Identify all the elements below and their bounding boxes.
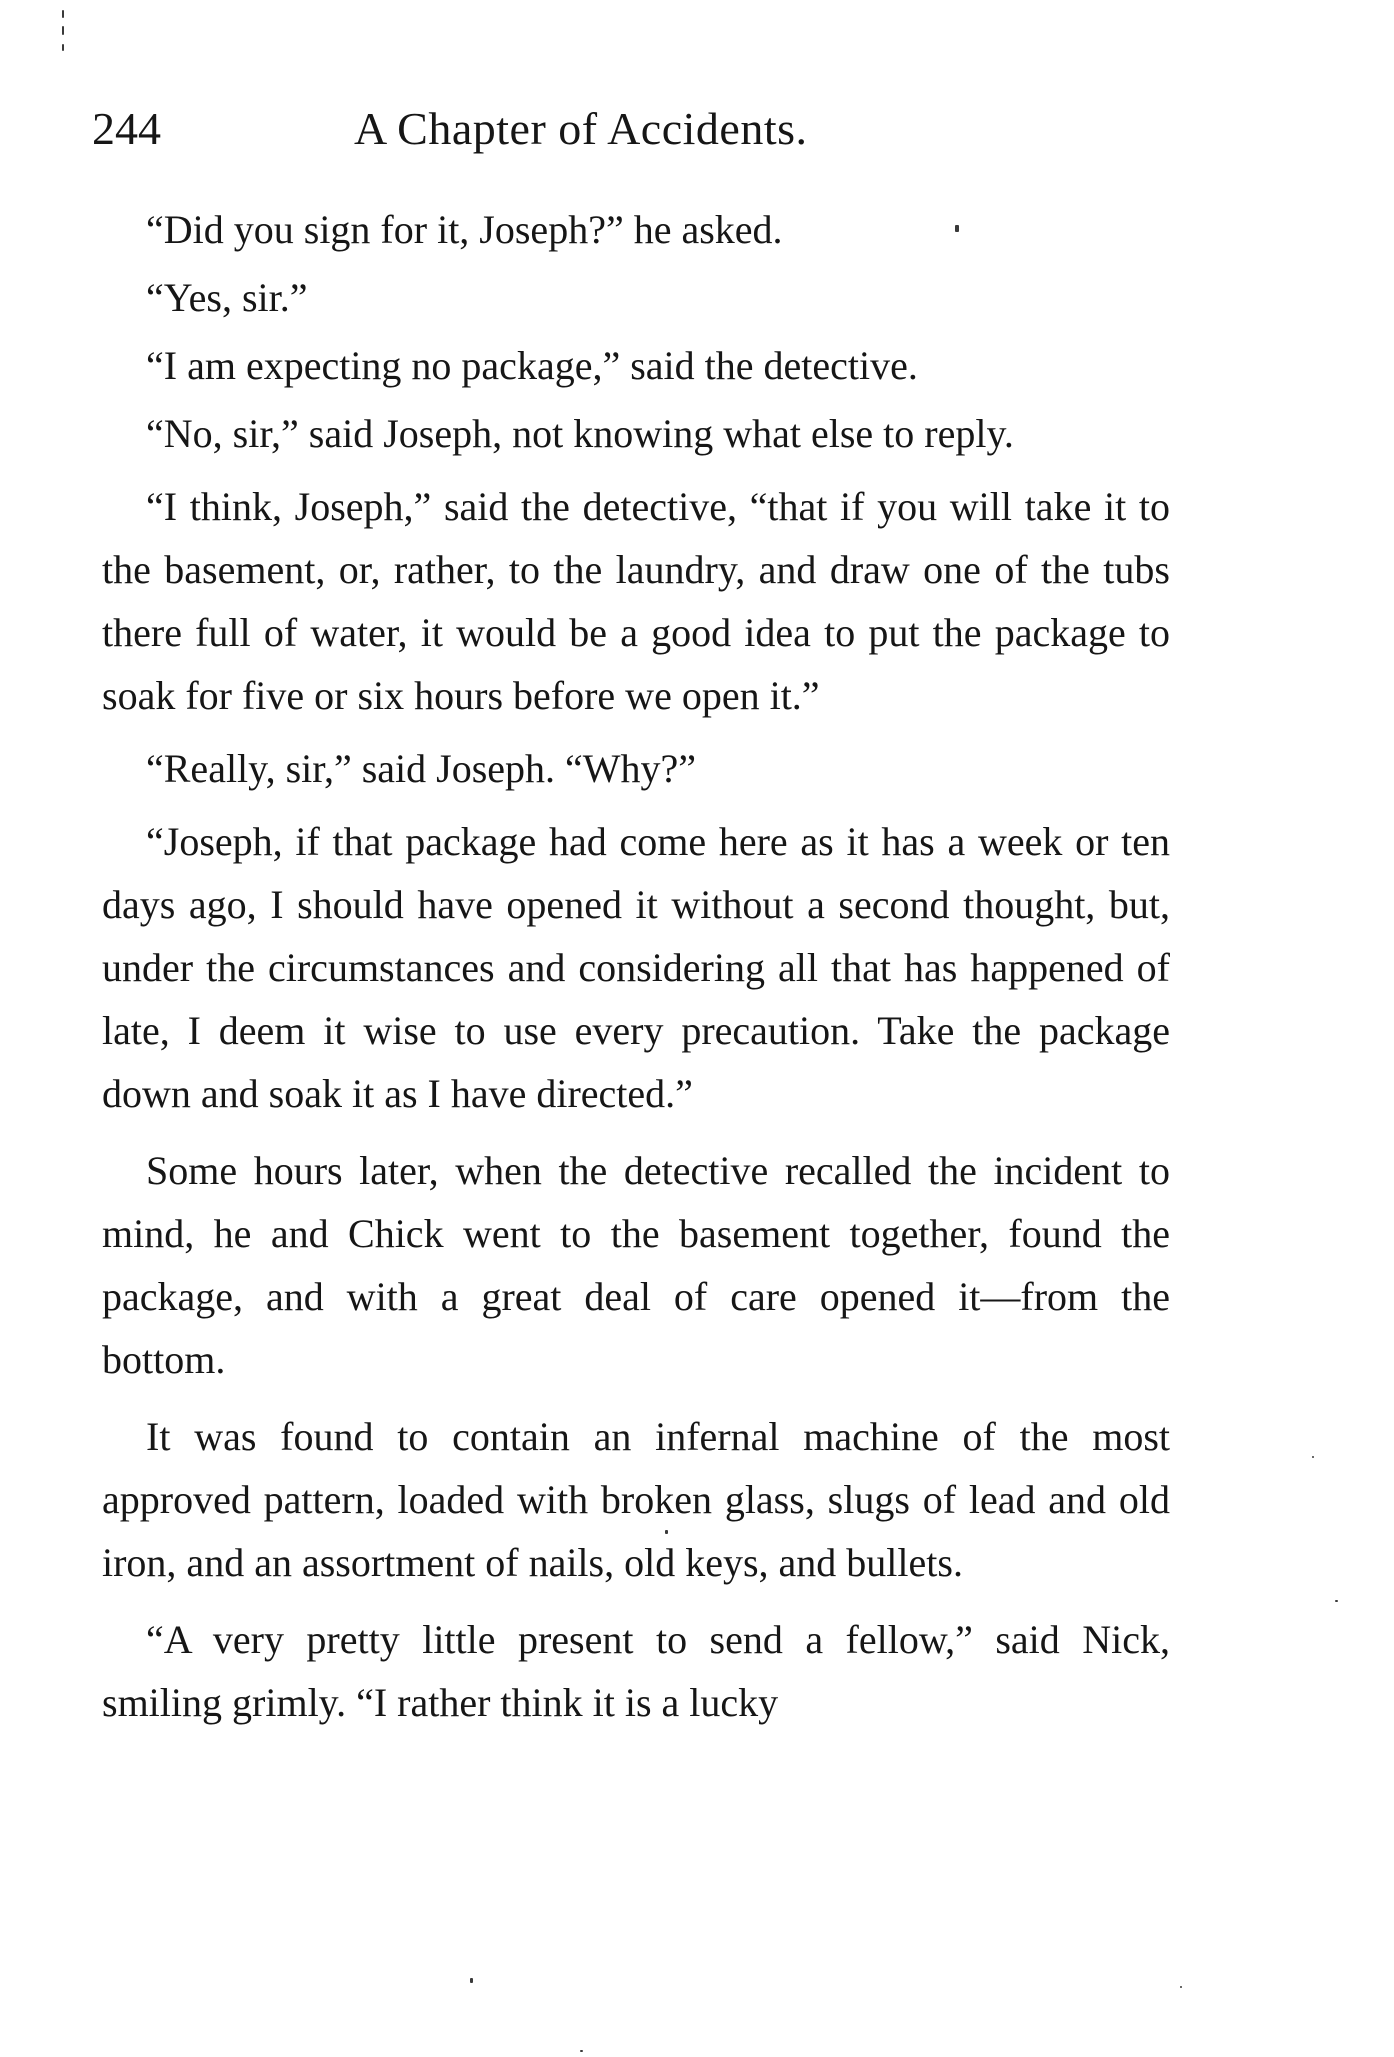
paragraph: It was found to contain an infernal machine of the most approved pattern, loaded with broken glass, slugs of lead and old iron, and an assortment of nails, old keys, and bullets. [102,1414,1170,1585]
paragraph: “Joseph, if that package had come here as it has a week or ten days ago, I should have opened it without a second thought, but, under the circumstances and considering all that has happened of late, I deem it wise to use every precaution. Take the package down and soak it as I have directed.” [102,819,1170,1116]
paragraph: “I am expecting no package,” said the detective. [146,343,918,388]
paragraph: “I think, Joseph,” said the detective, “that if you will take it to the basement, or, rather, to the laundry, and draw one of the tubs there full of water, it would be a good idea to put the package to soak for five or six hours before we open it.” [102,484,1170,718]
paragraph: “A very pretty little present to send a fellow,” said Nick, smiling grimly. “I rather think it is a lucky [102,1617,1170,1725]
paragraph: “Really, sir,” said Joseph. “Why?” [146,746,697,791]
paragraph: Some hours later, when the detective recalled the incident to mind, he and Chick went to the basement together, found the package, and with a great deal of care opened it—from the bottom. [102,1148,1170,1382]
running-header [92,98,1172,168]
paragraph: “Yes, sir.” [146,275,308,320]
body-text [102,198,1170,1734]
page-number: 244 [92,103,161,154]
paragraph: “No, sir,” said Joseph, not knowing what else to reply. [146,411,1014,456]
running-title: A Chapter of Accidents. [354,103,808,154]
paragraph: “Did you sign for it, Joseph?” he asked. [146,207,783,252]
